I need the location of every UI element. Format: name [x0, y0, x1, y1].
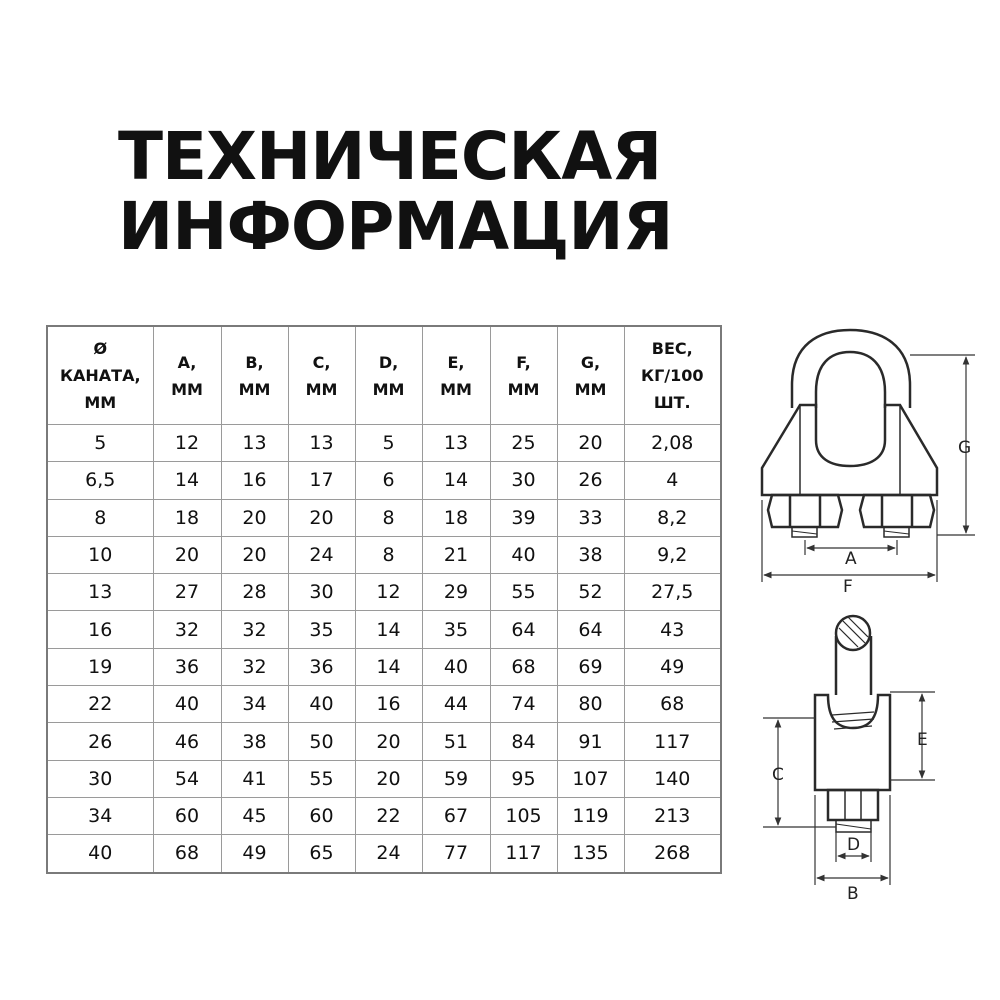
dimension-label-a: A: [845, 549, 857, 569]
table-cell: 20: [355, 723, 422, 760]
table-cell: 28: [221, 574, 288, 611]
table-cell: 119: [557, 797, 624, 834]
table-cell: 32: [153, 611, 221, 648]
column-header-line: ММ: [305, 379, 338, 399]
table-cell: 13: [288, 425, 355, 462]
table-cell: 50: [288, 723, 355, 760]
column-header-line: E,: [447, 352, 465, 372]
table-cell: 21: [422, 536, 490, 573]
table-cell: 25: [490, 425, 557, 462]
table-cell: 34: [221, 686, 288, 723]
table-cell: 52: [557, 574, 624, 611]
dimension-label-g: G: [958, 438, 972, 458]
table-cell: 135: [557, 835, 624, 873]
column-header-line: A,: [177, 352, 197, 372]
table-cell: 65: [288, 835, 355, 873]
table-cell: 30: [490, 462, 557, 499]
column-header-line: G,: [580, 352, 601, 372]
table-cell: 24: [355, 835, 422, 873]
column-header-line: ММ: [507, 379, 540, 399]
table-cell: 40: [47, 835, 153, 873]
table-cell: 32: [221, 648, 288, 685]
table-cell: 22: [355, 797, 422, 834]
table-cell: 64: [557, 611, 624, 648]
table-cell: 10: [47, 536, 153, 573]
table-cell: 16: [355, 686, 422, 723]
table-cell: 6,5: [47, 462, 153, 499]
table-cell: 117: [624, 723, 721, 760]
table-cell: 14: [355, 648, 422, 685]
front-dimension-lines: [762, 355, 975, 582]
table-cell: 40: [288, 686, 355, 723]
table-cell: 213: [624, 797, 721, 834]
dimension-label-f: F: [843, 577, 853, 597]
column-header-line: ММ: [574, 379, 607, 399]
table-cell: 24: [288, 536, 355, 573]
column-header-line: ММ: [440, 379, 472, 399]
table-cell: 12: [153, 425, 221, 462]
table-cell: 35: [422, 611, 490, 648]
table-cell: 13: [221, 425, 288, 462]
table-cell: 51: [422, 723, 490, 760]
table-cell: 19: [47, 648, 153, 685]
table-cell: 55: [490, 574, 557, 611]
table-cell: 69: [557, 648, 624, 685]
table-cell: 49: [221, 835, 288, 873]
table-cell: 68: [624, 686, 721, 723]
table-cell: 43: [624, 611, 721, 648]
title-line-1: ТЕХНИЧЕСКАЯ: [118, 118, 662, 195]
column-header-line: C,: [312, 352, 331, 372]
column-header-line: D,: [378, 352, 399, 372]
table-cell: 80: [557, 686, 624, 723]
side-view-drawing: [815, 616, 890, 832]
table-cell: 18: [153, 499, 221, 536]
table-cell: 27,5: [624, 574, 721, 611]
table-cell: 68: [490, 648, 557, 685]
table-cell: 16: [221, 462, 288, 499]
table-cell: 107: [557, 760, 624, 797]
table-cell: 60: [153, 797, 221, 834]
table-cell: 74: [490, 686, 557, 723]
table-cell: 45: [221, 797, 288, 834]
table-cell: 268: [624, 835, 721, 873]
table-cell: 30: [288, 574, 355, 611]
table-cell: 4: [624, 462, 721, 499]
table-cell: 8: [355, 536, 422, 573]
table-cell: 8,2: [624, 499, 721, 536]
column-header-line: КГ/100: [640, 366, 704, 385]
table-cell: 95: [490, 760, 557, 797]
table-cell: 84: [490, 723, 557, 760]
table-cell: 40: [422, 648, 490, 685]
table-cell: 140: [624, 760, 721, 797]
column-header-line: ШТ.: [653, 393, 691, 412]
table-cell: 13: [47, 574, 153, 611]
table-cell: 117: [490, 835, 557, 873]
table-cell: 27: [153, 574, 221, 611]
table-cell: 14: [355, 611, 422, 648]
table-cell: 5: [47, 425, 153, 462]
table-cell: 38: [557, 536, 624, 573]
column-header-line: КАНАТА,: [59, 366, 141, 385]
table-cell: 38: [221, 723, 288, 760]
table-cell: 30: [47, 760, 153, 797]
table-cell: 12: [355, 574, 422, 611]
column-header-line: F,: [516, 352, 531, 372]
title-line-2: ИНФОРМАЦИЯ: [118, 188, 673, 265]
table-cell: 40: [490, 536, 557, 573]
table-cell: 17: [288, 462, 355, 499]
table-cell: 67: [422, 797, 490, 834]
table-cell: 14: [422, 462, 490, 499]
table-cell: 8: [47, 499, 153, 536]
dimension-label-d: D: [847, 835, 861, 855]
table-cell: 34: [47, 797, 153, 834]
table-cell: 59: [422, 760, 490, 797]
table-cell: 13: [422, 425, 490, 462]
table-cell: 9,2: [624, 536, 721, 573]
table-cell: 20: [557, 425, 624, 462]
table-cell: 36: [288, 648, 355, 685]
table-cell: 18: [422, 499, 490, 536]
table-cell: 44: [422, 686, 490, 723]
table-cell: 91: [557, 723, 624, 760]
column-header-line: ММ: [238, 379, 271, 399]
table-cell: 49: [624, 648, 721, 685]
table-cell: 14: [153, 462, 221, 499]
table-cell: 6: [355, 462, 422, 499]
table-cell: 55: [288, 760, 355, 797]
table-cell: 60: [288, 797, 355, 834]
dimension-label-b: B: [847, 884, 859, 904]
table-cell: 20: [355, 760, 422, 797]
dimension-label-c: C: [772, 765, 784, 785]
table-cell: 46: [153, 723, 221, 760]
table-cell: 54: [153, 760, 221, 797]
column-header-line: ММ: [372, 379, 405, 399]
table-cell: 20: [221, 536, 288, 573]
table-cell: 20: [153, 536, 221, 573]
table-cell: 16: [47, 611, 153, 648]
table-cell: 35: [288, 611, 355, 648]
column-header-line: ММ: [84, 393, 117, 412]
column-header-line: Ø: [93, 339, 108, 358]
table-cell: 22: [47, 686, 153, 723]
column-header-line: B,: [245, 352, 264, 372]
table-cell: 33: [557, 499, 624, 536]
table-cell: 40: [153, 686, 221, 723]
table-cell: 29: [422, 574, 490, 611]
column-header-line: ВЕС,: [651, 339, 693, 358]
column-header-line: ММ: [171, 379, 203, 399]
table-cell: 68: [153, 835, 221, 873]
table-cell: 105: [490, 797, 557, 834]
table-cell: 41: [221, 760, 288, 797]
table-cell: 26: [47, 723, 153, 760]
table-cell: 5: [355, 425, 422, 462]
dimension-label-e: E: [917, 730, 928, 750]
table-cell: 20: [221, 499, 288, 536]
table-cell: 64: [490, 611, 557, 648]
table-cell: 20: [288, 499, 355, 536]
table-cell: 39: [490, 499, 557, 536]
table-cell: 26: [557, 462, 624, 499]
table-cell: 2,08: [624, 425, 721, 462]
table-cell: 32: [221, 611, 288, 648]
table-cell: 8: [355, 499, 422, 536]
table-cell: 36: [153, 648, 221, 685]
front-view-drawing: [762, 330, 937, 537]
table-cell: 77: [422, 835, 490, 873]
